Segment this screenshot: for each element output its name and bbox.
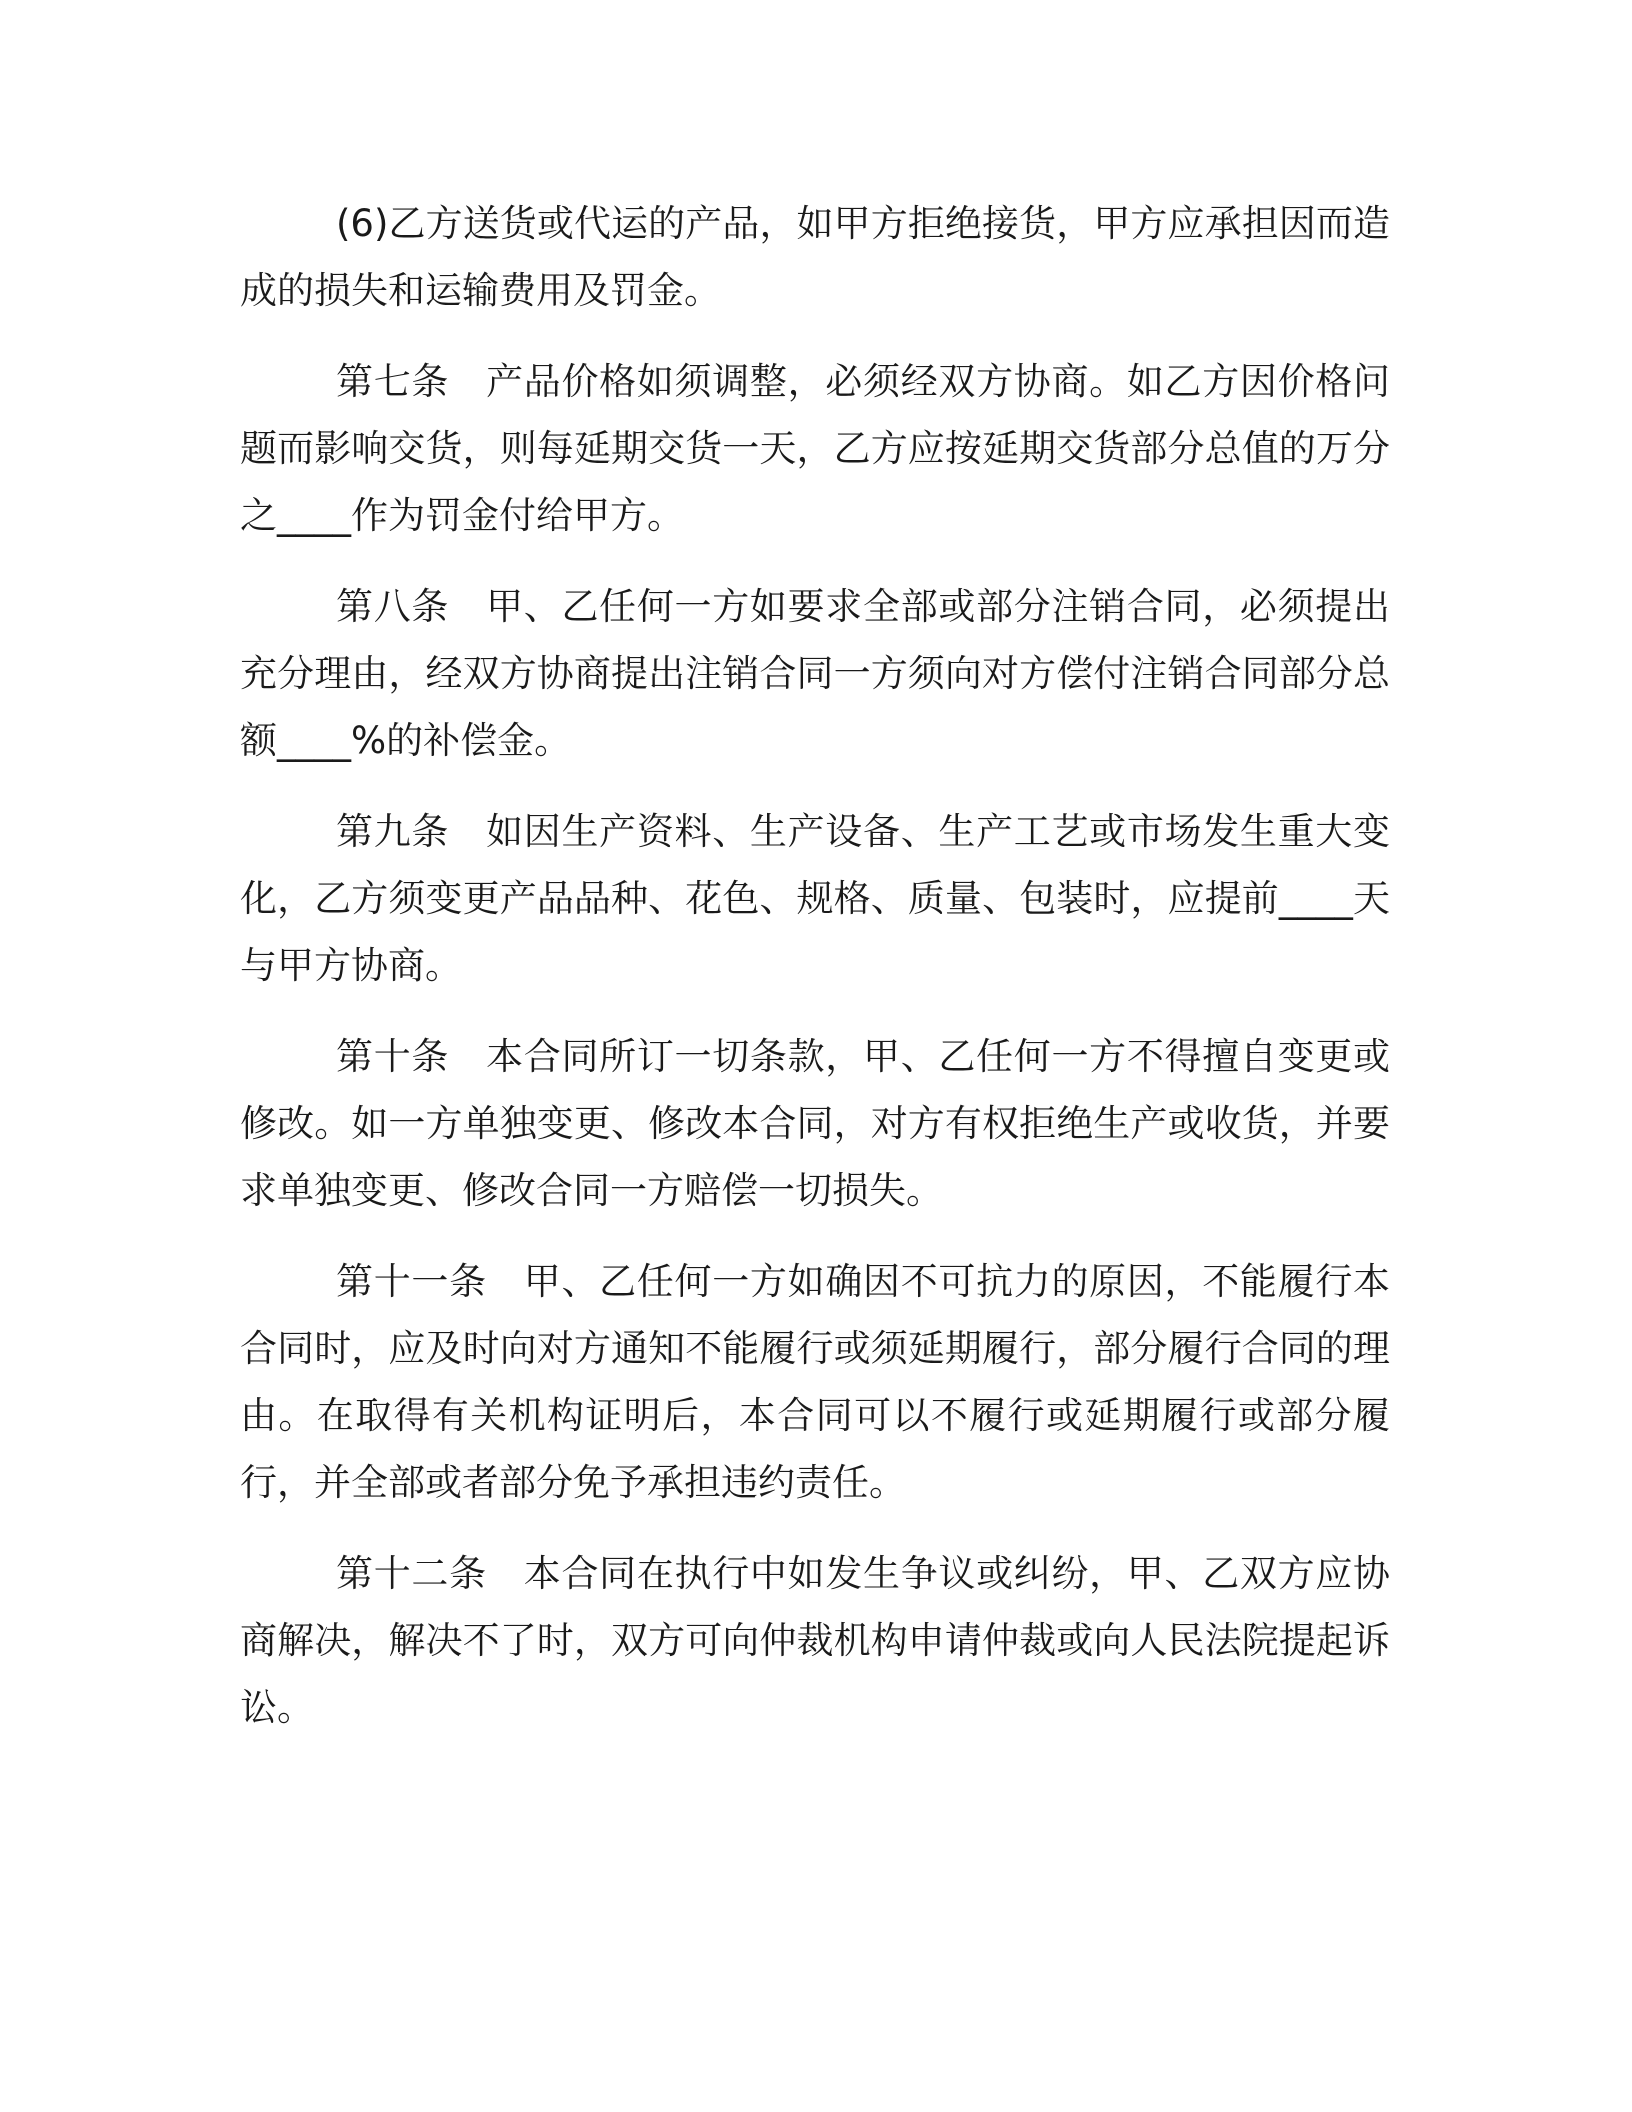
paragraph-article-10	[240, 1023, 1390, 1224]
paragraph-article-11	[240, 1248, 1390, 1516]
article-number: 第十条	[336, 1035, 450, 1078]
paragraph-text: 如因生产资料、生产设备、生产工艺或市场发生重大变化，乙方须变更产品品种、花色、规格、质量、包装时，应提前____天与甲方协商。	[240, 810, 1390, 987]
article-number: 第九条	[336, 810, 450, 853]
paragraph-article-9	[240, 798, 1390, 999]
paragraph-text: 本合同在执行中如发生争议或纠纷，甲、乙双方应协商解决，解决不了时，双方可向仲裁机构申请仲裁或向人民法院提起诉讼。	[240, 1552, 1391, 1729]
document-body	[240, 190, 1390, 1765]
article-number: 第十一条	[336, 1260, 487, 1303]
paragraph-article-7	[240, 348, 1390, 549]
paragraph-item-6	[240, 190, 1390, 324]
paragraph-text: 产品价格如须调整，必须经双方协商。如乙方因价格问题而影响交货，则每延期交货一天，乙方应按延期交货部分总值的万分之____作为罚金付给甲方。	[240, 360, 1390, 537]
paragraph-article-12	[240, 1540, 1390, 1741]
article-number: 第七条	[336, 360, 450, 403]
paragraph-text: 甲、乙任何一方如要求全部或部分注销合同，必须提出充分理由，经双方协商提出注销合同一方须向对方偿付注销合同部分总额____%的补偿金。	[240, 585, 1390, 762]
article-number: 第十二条	[336, 1552, 487, 1595]
paragraph-text: 本合同所订一切条款，甲、乙任何一方不得擅自变更或修改。如一方单独变更、修改本合同，对方有权拒绝生产或收货，并要求单独变更、修改合同一方赔偿一切损失。	[240, 1035, 1390, 1212]
paragraph-article-8	[240, 573, 1390, 774]
article-number: 第八条	[336, 585, 450, 628]
paragraph-text: 甲、乙任何一方如确因不可抗力的原因，不能履行本合同时，应及时向对方通知不能履行或须延期履行，部分履行合同的理由。在取得有关机构证明后，本合同可以不履行或延期履行或部分履行，并全部或者部分免予承担违约责任。	[240, 1260, 1391, 1504]
paragraph-text: (6)乙方送货或代运的产品，如甲方拒绝接货，甲方应承担因而造成的损失和运输费用及罚金。	[240, 202, 1390, 312]
